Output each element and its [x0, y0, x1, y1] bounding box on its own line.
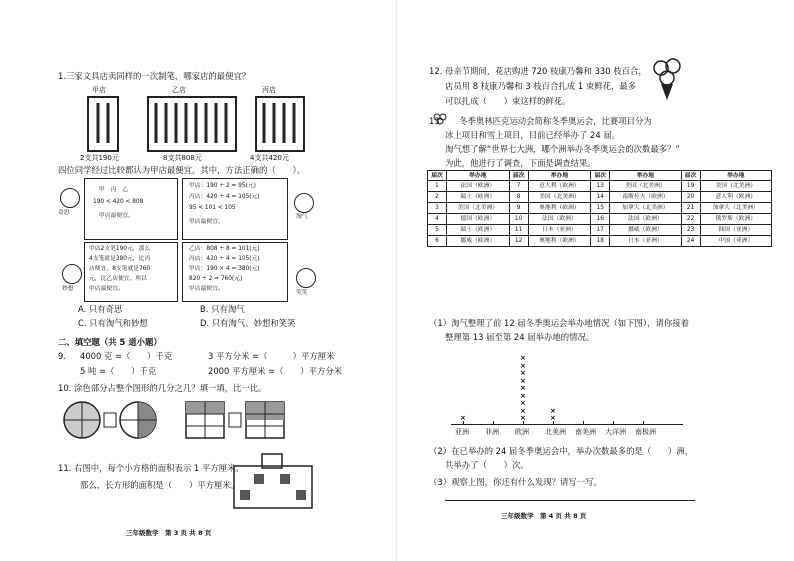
q13-line1: 13. 冬季奥林匹克运动会简称冬季奥运会，比赛项目分为 — [429, 116, 652, 126]
table-cell: 美国（北美洲） — [446, 203, 509, 214]
tally-mark: × — [460, 414, 466, 422]
pen-icon — [98, 103, 108, 143]
table-cell: 2 — [428, 192, 447, 203]
host-city-table — [427, 170, 772, 247]
table-cell: 意大利（欧洲） — [700, 192, 771, 203]
table-cell: 18 — [591, 236, 610, 247]
table-cell: 23 — [681, 225, 700, 236]
tally-chart — [447, 352, 687, 444]
table-cell: 9 — [509, 203, 528, 214]
q1-option-c[interactable]: C. 只有淘气和妙想 — [78, 318, 148, 328]
table-cell: 德国（欧洲） — [446, 214, 509, 225]
table-cell: 24 — [681, 236, 700, 247]
tally-category-label: 南极洲 — [635, 428, 656, 436]
q1-option-d[interactable]: D. 只有淘气、妙想和笑笑 — [200, 318, 296, 328]
table-cell: 3 — [428, 203, 447, 214]
table-cell: 法国（欧洲） — [446, 181, 509, 192]
host-table-body — [428, 181, 772, 247]
table-cell: 16 — [591, 214, 610, 225]
table-cell: 挪威（欧洲） — [446, 236, 509, 247]
tally-mark: × — [520, 369, 526, 377]
table-cell: 意大利（欧洲） — [528, 181, 591, 192]
table-cell: 5 — [428, 225, 447, 236]
student-avatar — [294, 193, 314, 213]
footer-page-3: 三年级数学 第 3 页 共 8 页 — [126, 529, 212, 537]
tally-category-label: 亚洲 — [455, 428, 469, 436]
q11-question[interactable]: 那么，长方形的面积是（ ）平方厘米。 — [80, 480, 240, 490]
table-header: 举办地 — [610, 171, 681, 181]
q9-number: 9. — [58, 351, 66, 361]
pen-group-b — [156, 103, 226, 143]
q13-3-title: （3）观察上图，你还有什么发现？请写一写。 — [429, 477, 602, 487]
table-header: 举办地 — [700, 171, 771, 181]
table-cell: 日本（亚洲） — [610, 236, 681, 247]
table-cell: 20 — [681, 192, 700, 203]
table-row — [428, 214, 772, 225]
q1-option-b[interactable]: B. 只有淘气 — [200, 304, 245, 314]
pen-boxes-illustration — [80, 95, 310, 153]
page-4 — [397, 0, 794, 561]
tally-axis-tick — [643, 421, 644, 424]
table-cell: 21 — [681, 203, 700, 214]
shop-price-b: 8支共808元 — [163, 154, 202, 162]
table-cell: 法国（欧洲） — [528, 214, 591, 225]
table-header: 届次 — [428, 171, 447, 181]
q1-title: 1.三家文具店卖同样的一次制笔，哪家店的最便宜？ — [58, 71, 251, 81]
tally-mark: × — [550, 406, 556, 415]
table-cell: 美国（北美洲） — [610, 181, 681, 192]
table-header: 届次 — [681, 171, 700, 181]
table-cell: 22 — [681, 214, 700, 225]
q13-line4: 为此，他进行了调查，下面是调查结果。 — [445, 158, 596, 168]
shop-price-a: 2支共190元 — [80, 154, 119, 162]
student-name-qisi: 奇思 — [58, 210, 70, 216]
shop-name-b: 乙店 — [172, 86, 186, 94]
tally-category-label: 非洲 — [485, 428, 499, 436]
q1-option-a[interactable]: A. 只有奇思 — [78, 304, 123, 314]
table-cell: 19 — [681, 181, 700, 192]
flower-bouquet-icon — [647, 56, 687, 102]
table-cell: 加拿大（北美洲） — [700, 203, 771, 214]
table-cell: 10 — [509, 214, 528, 225]
tally-mark: × — [520, 406, 526, 415]
table-cell: 韩国（亚洲） — [700, 225, 771, 236]
speech-bubble-xiaoxiao: 乙店：808 ÷ 8 = 101(元) 丙店：420 ÷ 4 = 105(元) 甲店：190 × 4 = 380(元) 820 ÷ 2 = 760(元) 甲店最便宜。 — [182, 242, 288, 302]
q13-1-line2: 整理第 13 届至第 24 届举办地的情况。 — [445, 332, 595, 342]
table-cell: 8 — [509, 192, 528, 203]
q11-grid-figure — [232, 452, 314, 510]
q10-title: 10. 涂色部分占整个图形的几分之几？填一填，比一比。 — [58, 383, 267, 393]
q9-item-b[interactable]: 3 平方分米 =（ ）平方厘米 — [208, 351, 335, 361]
student-avatar — [62, 264, 82, 284]
speech-bubble-taoqi: 甲店：190 ÷ 2 = 95(元) 丙店：420 ÷ 4 = 105(元) 95 < 101 < 105 甲店最便宜。 — [182, 178, 288, 240]
pen-group-c — [264, 103, 294, 143]
q12-line3[interactable]: 可以扎成（ ）束这样的鲜花。 — [445, 96, 571, 106]
footer-page-4: 三年级数学 第 4 页 共 8 页 — [501, 512, 587, 520]
table-cell: 7 — [509, 181, 528, 192]
q9-item-d[interactable]: 2000 平方厘米 =（ ）平方分米 — [208, 366, 343, 376]
shop-name-a: 甲店 — [92, 86, 106, 94]
student-name-xiaoxiao: 笑笑 — [296, 290, 308, 296]
table-cell: 14 — [591, 192, 610, 203]
q12-line2: 店员用 8 枝康乃馨和 3 枝百合扎成 1 束鲜花，最多 — [445, 81, 637, 91]
student-name-miaoxiang: 妙想 — [62, 286, 74, 292]
q10-shaded-figures — [62, 399, 312, 443]
table-cell: 挪威（欧洲） — [610, 225, 681, 236]
tally-mark: × — [550, 414, 556, 422]
table-header: 届次 — [591, 171, 610, 181]
section-fill-blank-heading: 二、填空题（共 5 道小题） — [58, 337, 162, 347]
q12-line1: 12. 母亲节期间，花店购进 720 枝康乃馨和 330 枝百合， — [429, 66, 647, 76]
answer-line[interactable] — [445, 500, 695, 501]
table-cell: 法国（欧洲） — [610, 214, 681, 225]
shop-price-c: 4支共420元 — [250, 154, 289, 162]
tally-category-label: 北美洲 — [545, 428, 566, 436]
table-cell: 日本（亚洲） — [528, 225, 591, 236]
student-avatar — [60, 188, 80, 208]
q13-2-line1[interactable]: （2）在已举办的 24 届冬季奥运会中，举办次数最多的是（ ）洲， — [429, 446, 694, 456]
table-cell: 奥地利（欧洲） — [528, 203, 591, 214]
q13-1-line1: （1）淘气整理了前 12 届冬季奥运会举办地情况（如下图），请你接着 — [429, 318, 689, 328]
tally-mark: × — [520, 391, 526, 400]
tally-category-label: 大洋洲 — [605, 428, 626, 436]
olympic-rings-icon — [433, 113, 447, 125]
table-cell: 15 — [591, 203, 610, 214]
q11-title: 11. 右图中，每个小方格的面积表示 1 平方厘米。 — [58, 463, 244, 473]
table-cell: 中国（亚洲） — [700, 236, 771, 247]
tally-category-label: 南美洲 — [575, 428, 596, 436]
table-cell: 12 — [509, 236, 528, 247]
table-header: 举办地 — [446, 171, 509, 181]
speech-bubble-miaoxiang: 甲店2支笔190元，那么 4支笔就是380元，比丙 店便宜，8支笔就是760 元，比乙店便宜。所以 甲店最便宜。 — [84, 242, 178, 302]
table-cell: 奥地利（欧洲） — [528, 236, 591, 247]
table-header: 届次 — [509, 171, 528, 181]
student-avatar — [296, 268, 316, 288]
table-cell: 俄罗斯（欧洲） — [700, 214, 771, 225]
shop-name-c: 丙店 — [262, 86, 276, 94]
student-name-taoqi: 淘气 — [296, 214, 308, 220]
q13-line2: 冰上项目和雪上项目，目前已经举办了 24 届。 — [445, 130, 621, 140]
table-row — [428, 225, 772, 236]
table-cell: 1 — [428, 181, 447, 192]
q13-2-line2[interactable]: 共举办了（ ）次。 — [445, 460, 529, 470]
tally-axis-tick — [583, 421, 584, 424]
tally-category-label: 欧洲 — [515, 428, 529, 436]
table-cell: 4 — [428, 214, 447, 225]
table-cell: 11 — [509, 225, 528, 236]
tally-mark: × — [520, 354, 526, 362]
tally-axis-tick — [493, 421, 494, 424]
table-cell: 美国（北美洲） — [528, 192, 591, 203]
q9-item-a[interactable]: 4000 克 =（ ）千克 — [80, 351, 173, 361]
table-cell: 加拿大（北美洲） — [610, 203, 681, 214]
speech-bubble-qisi: 甲 丙 乙 190 < 420 < 808 甲店最便宜。 — [84, 178, 178, 240]
q1-question: 四位同学经过比较都认为甲店最便宜。其中，方法正确的（ ）。 — [58, 165, 306, 175]
table-cell: 南斯拉夫（欧洲） — [610, 192, 681, 203]
tally-mark: × — [520, 399, 526, 407]
q9-item-c[interactable]: 5 吨 =（ ）千克 — [80, 366, 157, 376]
tally-mark: × — [520, 384, 526, 392]
tally-mark: × — [520, 414, 526, 422]
table-cell: 美国（北美洲） — [700, 181, 771, 192]
tally-baseline — [451, 424, 683, 425]
tally-axis-tick — [613, 421, 614, 424]
q13-line3: 淘气想了解“世界七大洲，哪个洲举办冬季奥运会的次数最多？” — [445, 144, 680, 154]
table-row — [428, 192, 772, 203]
table-header: 举办地 — [528, 171, 591, 181]
table-cell: 瑞士（欧洲） — [446, 192, 509, 203]
tally-mark: × — [520, 361, 526, 370]
table-cell: 17 — [591, 225, 610, 236]
table-row — [428, 236, 772, 247]
table-row — [428, 181, 772, 192]
table-cell: 13 — [591, 181, 610, 192]
tally-mark: × — [520, 376, 526, 385]
table-cell: 6 — [428, 236, 447, 247]
table-cell: 瑞士（欧洲） — [446, 225, 509, 236]
table-row — [428, 203, 772, 214]
